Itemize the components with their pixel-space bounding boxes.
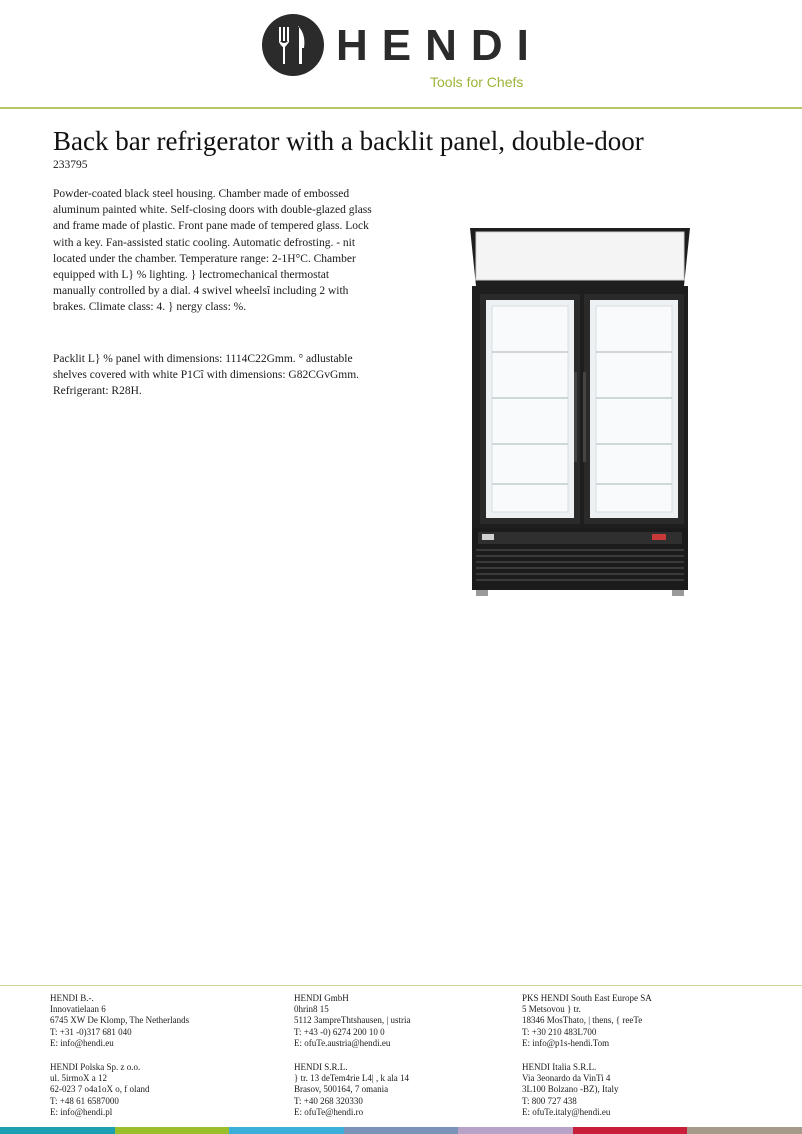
office-email[interactable]: E: info@p1s-hendi.Tom — [522, 1037, 610, 1048]
color-bar-segment — [0, 1127, 115, 1134]
color-bar-segment — [687, 1127, 802, 1134]
office-city: 5112 3ampreThtshausen, | ustria — [294, 1015, 411, 1026]
product-title: Back bar refrigerator with a backlit panel, double-door — [53, 126, 644, 156]
hendi-logo — [262, 14, 552, 94]
office-address: 0hrin8 15 — [294, 1004, 329, 1015]
office-phone: T: +31 -0)317 681 040 — [50, 1026, 132, 1037]
product-image — [462, 222, 698, 602]
office-italy — [522, 1062, 742, 1118]
product-details: Packlit L} % panel with dimensions: 1114C22Gmm. ° adlustable shelves covered with white P1Cȋ with dimensions: G82CGvGmm. Refrigerant: R28H. — [53, 353, 360, 398]
office-city: 62-023 7 o4a1oX o, f oland — [50, 1084, 150, 1095]
office-city: 6745 XW De Klomp, The Netherlands — [50, 1015, 190, 1026]
office-phone: T: +30 210 483L700 — [522, 1026, 597, 1037]
office-email[interactable]: E: info@hendi.eu — [50, 1037, 114, 1048]
office-email[interactable]: E: ofuTe.austria@hendi.eu — [294, 1037, 391, 1048]
product-code: 233795 — [53, 159, 88, 171]
office-austria — [294, 993, 514, 1049]
office-email[interactable]: E: info@hendi.pl — [50, 1106, 113, 1117]
brand-tagline: Tools for Chefs — [430, 74, 524, 90]
office-name: HENDI GmbH — [294, 993, 349, 1003]
office-city: Brasov, 500164, 7 omania — [294, 1084, 389, 1095]
office-netherlands — [50, 993, 270, 1049]
office-poland — [50, 1062, 270, 1118]
color-bar-segment — [229, 1127, 344, 1134]
office-address: 5 Metsovou } tr. — [522, 1004, 581, 1015]
footer-color-bar — [0, 1127, 802, 1134]
office-address: Innovatielaan 6 — [50, 1004, 106, 1015]
office-address: } tr. 13 deTem4rie L4| , k ala 14 — [294, 1073, 409, 1084]
office-name: HENDI B.-. — [50, 993, 94, 1003]
color-bar-segment — [115, 1127, 230, 1134]
footer-divider — [0, 985, 802, 986]
office-email[interactable]: E: ofuTe@hendi.ro — [294, 1106, 364, 1117]
office-address: ul. 5irmoX a 12 — [50, 1073, 107, 1084]
product-description: Powder-coated black steel housing. Chamber made of embossed aluminum painted white. Self-closing doors with double-glazed glass and frame made of plastic. Front pane made of tempered glass. Lock with a key. Fan-assisted static cooling. Automatic defrosting. - nit located under the chamber. Temperature range: 2-1H°C. Chamber equipped with L} % lighting. } lectromechanical thermostat manually controlled by a dial. 4 swivel wheelsȋ including 2 with brakes. Climate class: 4. } nergy class: %. — [53, 188, 372, 314]
office-romania — [294, 1062, 514, 1118]
cutlery-logo-icon — [262, 14, 324, 76]
office-phone: T: +43 -0) 6274 200 10 0 — [294, 1026, 385, 1037]
office-phone: T: +48 61 6587000 — [50, 1095, 119, 1106]
office-name: HENDI S.R.L. — [294, 1062, 348, 1072]
office-greece — [522, 993, 742, 1049]
office-city: 3L100 Bolzano -BZ), Italy — [522, 1084, 619, 1095]
color-bar-segment — [573, 1127, 688, 1134]
header-divider — [0, 107, 802, 109]
office-address: Via 3eonardo da VinTi 4 — [522, 1073, 611, 1084]
color-bar-segment — [458, 1127, 573, 1134]
office-phone: T: +40 268 320330 — [294, 1095, 363, 1106]
office-name: PKS HENDI South East Europe SA — [522, 993, 652, 1003]
brand-name: HENDI — [336, 21, 543, 70]
office-name: HENDI Italia S.R.L. — [522, 1062, 597, 1072]
office-email[interactable]: E: ofuTe.italy@hendi.eu — [522, 1106, 611, 1117]
office-name: HENDI Polska Sp. z o.o. — [50, 1062, 141, 1072]
office-phone: T: 800 727 438 — [522, 1095, 577, 1106]
color-bar-segment — [344, 1127, 459, 1134]
office-city: 18346 MosThato, | thens, { reeTe — [522, 1015, 643, 1026]
